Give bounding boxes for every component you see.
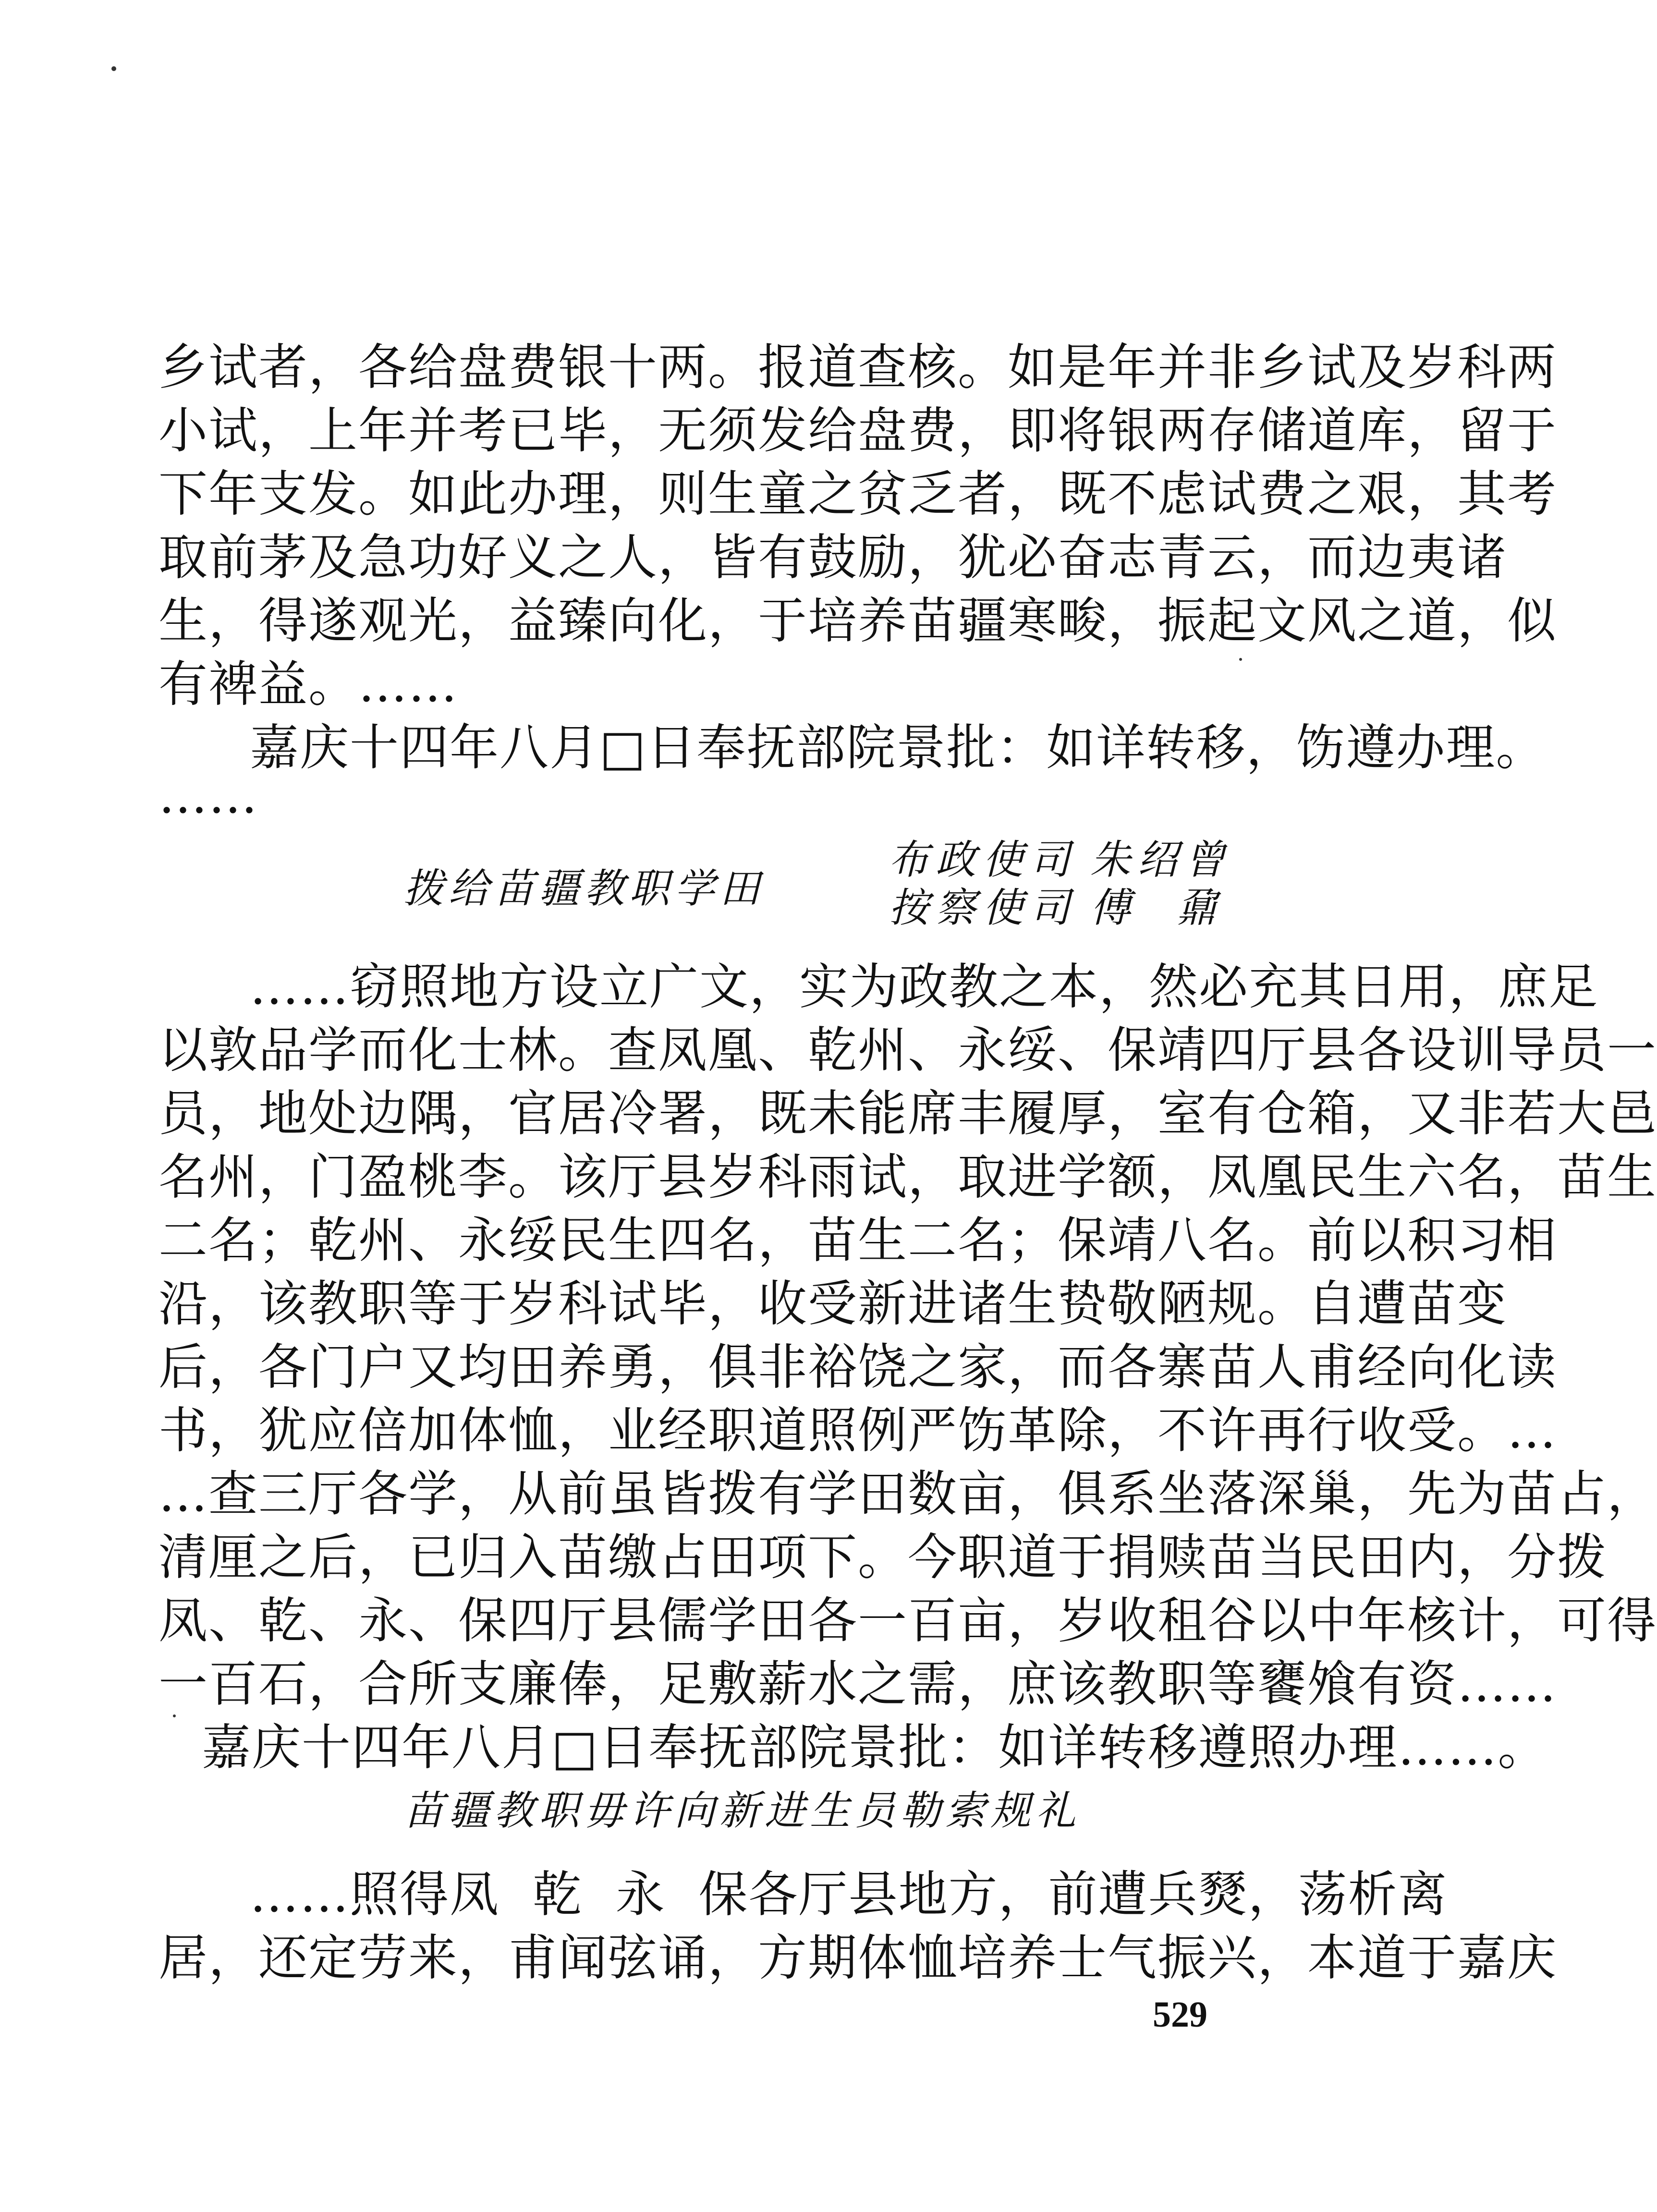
text-line: 生，得遂观光，益臻向化，于培养苗疆寒畯，振起文风之道，似 <box>158 593 1557 650</box>
text-line: 书，犹应倍加体恤，业经职道照例严饬革除，不许再行收受。… <box>158 1402 1557 1459</box>
text-line: 取前茅及急功好义之人，皆有鼓励，犹必奋志青云，而边夷诸 <box>158 529 1507 586</box>
text-line: 二名；乾州、永绥民生四名，苗生二名；保靖八名。前以积习相 <box>158 1212 1557 1269</box>
text-line: 一百石，合所支廉俸，足敷薪水之需，庶该教职等饔飧有资…… <box>158 1656 1557 1713</box>
text-line: 后，各门户又均田养勇，俱非裕饶之家，而各寨苗人甫经向化读 <box>158 1339 1557 1396</box>
text-line: 以敦品学而化士林。查凤凰、乾州、永绥、保靖四厅县各设训导员一 <box>158 1022 1657 1079</box>
text-line: 居，还定劳来，甫闻弦诵，方期体恤培养士气振兴，本道于嘉庆 <box>158 1930 1557 1987</box>
text-line: 沿，该教职等于岁科试毕，收受新进诸生贽敬陋规。自遭苗变 <box>158 1276 1507 1333</box>
text-line: 清厘之后，已归入苗缴占田项下。今职道于捐赎苗当民田内，分拨 <box>158 1529 1607 1586</box>
ellipsis: …… <box>158 767 258 825</box>
scan-speck <box>1239 658 1242 661</box>
scan-speck <box>111 66 116 71</box>
text-line: ……照得凤 乾 永 保各厅县地方，前遭兵燹，荡析离 <box>250 1866 1448 1923</box>
official-name: 傅 鼐 <box>1090 884 1224 931</box>
approval-line: 嘉庆十四年八月□日奉抚部院景批：如详转移遵照办理……。 <box>202 1719 1548 1776</box>
official-name: 朱绍曾 <box>1090 836 1232 883</box>
text-line: 小试，上年并考已毕，无须发给盘费，即将银两存储道库，留于 <box>158 402 1557 460</box>
text-line: 凤、乾、永、保四厅县儒学田各一百亩，岁收租谷以中年核计，可得 <box>158 1592 1657 1650</box>
page-number: 529 <box>1153 1994 1207 2035</box>
official-office: 布政使司 <box>889 836 1077 883</box>
section-title: 苗疆教职毋许向新进生员勒索规礼 <box>403 1787 1081 1834</box>
text-line: 员，地处边隅，官居冷署，既未能席丰履厚，室有仓箱，又非若大邑 <box>158 1085 1657 1142</box>
text-line: 下年支发。如此办理，则生童之贫乏者，既不虑试费之艰，其考 <box>158 466 1557 523</box>
text-line: …查三厅各学，从前虽皆拨有学田数亩，俱系坐落深巢，先为苗占， <box>158 1466 1657 1523</box>
text-line: ……窃照地方设立广文，实为政教之本，然必充其日用，庶足 <box>250 959 1598 1016</box>
section-title: 拨给苗疆教职学田 <box>403 865 765 912</box>
scan-speck <box>173 1714 176 1717</box>
text-line: 乡试者，各给盘费银十两。报道查核。如是年并非乡试及岁科两 <box>158 339 1557 396</box>
official-office: 按察使司 <box>889 884 1077 931</box>
text-line: 有裨益。…… <box>158 656 458 713</box>
approval-line: 嘉庆十四年八月□日奉抚部院景批：如详转移，饬遵办理。 <box>250 719 1546 777</box>
text-line: 名州，门盈桃李。该厅县岁科雨试，取进学额，凤凰民生六名，苗生 <box>158 1149 1657 1206</box>
